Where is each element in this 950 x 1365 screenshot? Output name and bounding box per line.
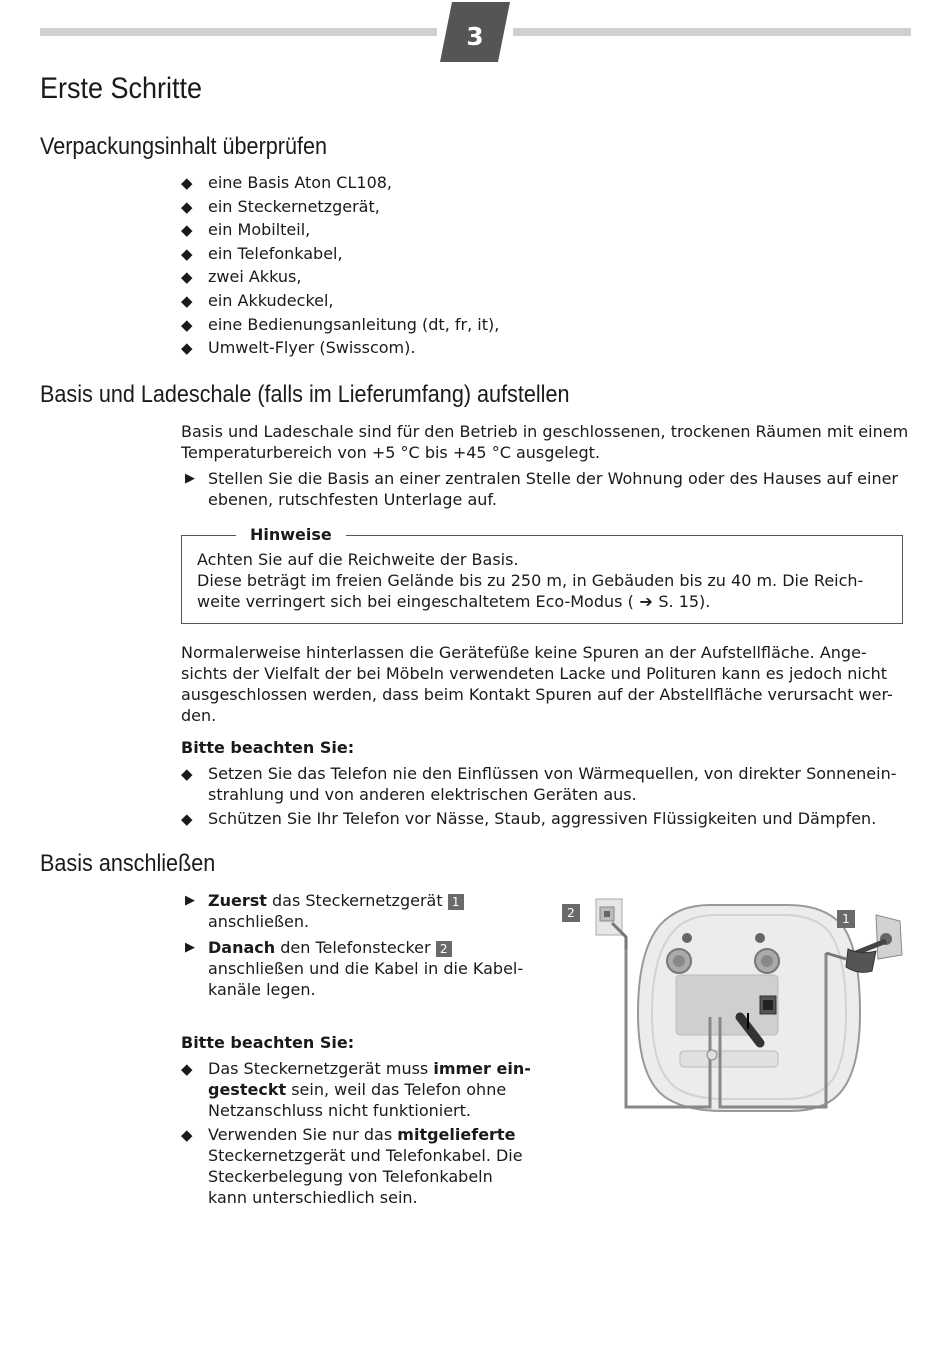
- base-station-drawing: [560, 893, 910, 1123]
- header-rule-right: [513, 28, 911, 36]
- diamond-bullet-icon: ◆: [181, 315, 193, 334]
- notes-line-1: Achten Sie auf die Reichweite der Basis.: [197, 550, 519, 569]
- step-arrow-icon: ▶: [185, 471, 195, 486]
- page-number: 3: [466, 22, 484, 51]
- figure-label-2: 2: [562, 904, 580, 922]
- diamond-bullet-icon: ◆: [181, 765, 193, 783]
- diamond-bullet-icon: ◆: [181, 244, 193, 263]
- diamond-bullet-icon: ◆: [181, 291, 193, 310]
- section-heading-connect: Basis anschließen: [40, 850, 216, 877]
- page-reference[interactable]: S. 15).: [658, 592, 711, 611]
- notes-line-2: Diese beträgt im freien Gelände bis zu 250 m, in Gebäuden bis zu 40 m. Die Reich-weite verringert sich bei eingeschaltetem Eco-Modus ( ➔ S. 15).: [197, 571, 864, 611]
- page-title: Erste Schritte: [40, 72, 203, 105]
- section-heading-setup: Basis und Ladeschale (falls im Lieferumfang) aufstellen: [40, 381, 570, 408]
- connect-step-1: ▶ Zuerst das Steckernetzgerät 1 anschließen.: [181, 890, 533, 932]
- list-item: ◆ ein Steckernetzgerät,: [181, 196, 380, 216]
- caution-label: Bitte beachten Sie:: [181, 738, 355, 757]
- caution-list: [181, 763, 911, 831]
- list-item: ◆ Umwelt-Flyer (Swisscom).: [181, 338, 416, 358]
- list-item: ◆ Schützen Sie Ihr Telefon vor Nässe, Staub, aggressiven Flüssigkeiten und Dämpfen.: [181, 808, 877, 828]
- connect-caution-label: Bitte beachten Sie:: [181, 1033, 355, 1052]
- list-item: ◆ ein Akkudeckel,: [181, 290, 334, 310]
- list-item: ◆ ein Mobilteil,: [181, 220, 311, 240]
- setup-step: ▶ Stellen Sie die Basis an einer zentralen Stelle der Wohnung oder des Hauses auf einer ebenen, rutschfesten Unterlage auf.: [185, 469, 899, 509]
- step-arrow-icon: ▶: [185, 940, 195, 955]
- diamond-bullet-icon: ◆: [181, 268, 193, 287]
- step-arrow-icon: ▶: [185, 893, 195, 908]
- label-1-badge: 1: [448, 894, 464, 910]
- notes-title: Hinweise: [236, 524, 346, 545]
- page-number-tab: [440, 2, 510, 62]
- list-item: ◆ zwei Akkus,: [181, 267, 302, 287]
- list-item: ◆ eine Basis Aton CL108,: [181, 173, 393, 192]
- list-item: ◆ Verwenden Sie nur das mitgelieferte Steckernetzgerät und Telefonkabel. Die Steckerbelegung von Telefonkabeln kann unterschiedlich sein.: [181, 1124, 523, 1207]
- diamond-bullet-icon: ◆: [181, 221, 193, 240]
- figure-label-1: 1: [837, 910, 855, 928]
- diamond-bullet-icon: ◆: [181, 809, 193, 828]
- diamond-bullet-icon: ◆: [181, 174, 193, 192]
- base-connection-illustration: [560, 893, 910, 1123]
- diamond-bullet-icon: ◆: [181, 1060, 193, 1078]
- list-item: ◆ eine Bedienungsanleitung (dt, fr, it),: [181, 314, 500, 334]
- diamond-bullet-icon: ◆: [181, 197, 193, 216]
- label-2-badge: 2: [436, 941, 452, 957]
- package-contents-list: [181, 172, 881, 361]
- list-item: ◆ Das Steckernetzgerät muss immer ein-gesteckt sein, weil das Telefon ohne Netzanschluss nicht funktioniert.: [181, 1059, 531, 1120]
- connect-caution-list: [181, 1058, 536, 1210]
- connect-step-2: ▶ Danach den Telefonstecker 2 anschließen und die Kabel in die Kabel-kanäle legen.: [185, 938, 524, 999]
- diamond-bullet-icon: ◆: [181, 339, 193, 358]
- surface-paragraph: Normalerweise hinterlassen die Gerätefüße keine Spuren an der Aufstellfläche. Ange-sichts der Vielfalt der bei Möbeln verwendeten Lacke und Polituren kann es jedoch nicht ausgeschlossen werden, dass beim Kontakt Spuren auf der Abstellfläche verursacht wer-den.: [181, 643, 893, 725]
- arrow-right-icon: ➔: [633, 592, 659, 611]
- setup-intro: Basis und Ladeschale sind für den Betrieb in geschlossenen, trockenen Räumen mit einem Temperaturbereich von +5 °C bis +45 °C ausgelegt.: [181, 422, 909, 462]
- section-heading-contents: Verpackungsinhalt überprüfen: [40, 133, 328, 160]
- notes-text: [197, 549, 897, 612]
- list-item: ◆ ein Telefonkabel,: [181, 243, 343, 263]
- header-rule-left: [40, 28, 437, 36]
- list-item: ◆ Setzen Sie das Telefon nie den Einflüssen von Wärmequellen, von direkter Sonnenein-strahlung und von anderen elektrischen Geräten aus.: [181, 764, 897, 804]
- diamond-bullet-icon: ◆: [181, 1125, 193, 1144]
